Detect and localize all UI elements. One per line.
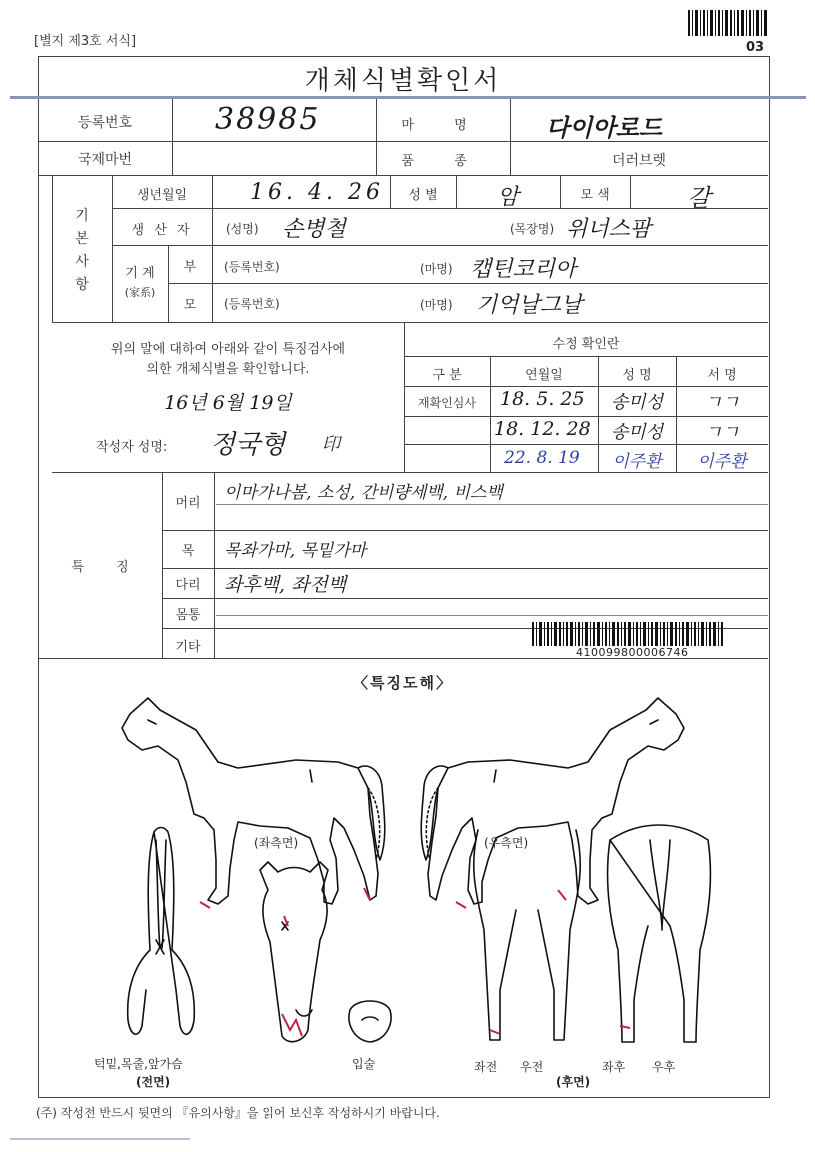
- dam-name-value: 기억날그날: [476, 293, 583, 318]
- horse-diagram: [38, 690, 768, 1095]
- feature-head-value: 이마가나봄, 소성, 간비량세백, 비스백: [224, 483, 503, 503]
- birth-label: 생년월일: [136, 188, 188, 203]
- revision-row2-date: 18. 12. 28: [494, 418, 591, 440]
- sire-name-prefix: (마명): [420, 262, 453, 276]
- revision-row3-date: 22. 8. 19: [504, 448, 580, 468]
- front-left-label: 좌전: [474, 1060, 498, 1074]
- breeder-name-value: 손병철: [282, 217, 346, 242]
- revision-header-name: 성 명: [622, 368, 652, 383]
- farm-name-value: 위너스팜: [566, 217, 652, 242]
- confirm-date: 16년 6월 19일: [164, 392, 292, 414]
- sire-reg-prefix: (등록번호): [224, 260, 280, 274]
- footer-accent-line: [10, 1138, 190, 1140]
- lips-view: [349, 1001, 391, 1042]
- birth-value: 16. 4. 26: [250, 180, 384, 205]
- page-number: 03: [746, 40, 765, 55]
- writer-seal: 印: [322, 434, 340, 455]
- front-parts-label: 턱밑,목줄,앞가슴: [94, 1057, 183, 1071]
- front-view-label: (전면): [136, 1075, 171, 1089]
- diagram-title: 〈특징도해〉: [353, 674, 453, 692]
- features-section-label: 특 징: [71, 560, 143, 575]
- writer-label: 작성자 성명:: [96, 440, 168, 455]
- confirm-text-line2: 의한 개체식별을 확인합니다.: [146, 362, 310, 377]
- writer-name: 정국형: [210, 430, 286, 460]
- pedigree-label: 기 계: [125, 266, 155, 281]
- feature-body-label: 몸통: [175, 608, 201, 623]
- right-side-horse: [421, 698, 684, 904]
- revision-row1-sign: ㄱㄱ: [704, 392, 740, 413]
- rear-view: [608, 825, 711, 1042]
- revision-header-sign: 서 명: [707, 368, 737, 383]
- sex-label: 성 별: [408, 188, 438, 203]
- top-barcode: [688, 10, 768, 36]
- color-value: 갈: [687, 184, 711, 212]
- front-legs-view: [474, 830, 580, 1040]
- intl-no-label: 국제마번: [77, 152, 133, 168]
- front-neck-view: [128, 828, 195, 1035]
- horse-name-label: 마 명: [401, 118, 485, 133]
- dam-reg-prefix: (등록번호): [224, 297, 280, 311]
- rear-left-label: 좌후: [602, 1060, 626, 1074]
- feature-neck-label: 목: [181, 544, 195, 559]
- footer-note: (주) 작성전 반드시 뒷면의 『유의사항』을 읽어 보신후 작성하시기 바랍니다.: [36, 1106, 440, 1120]
- front-right-label: 우전: [520, 1060, 544, 1074]
- sex-value: 암: [497, 185, 519, 210]
- feature-legs-label: 다리: [175, 578, 201, 593]
- basic-section-label: 기 본 사 항: [75, 208, 89, 293]
- revision-header-type: 구 분: [432, 368, 462, 383]
- feature-barcode-number: 410099800006746: [576, 646, 689, 659]
- left-side-label: (좌측면): [254, 836, 299, 850]
- form-number-label: [별지 제3호 서식]: [34, 34, 137, 49]
- head-front-view: [260, 862, 328, 1042]
- pedigree-hanja: (家系): [124, 286, 156, 299]
- feature-legs-value: 좌후백, 좌전백: [224, 574, 347, 596]
- rear-right-label: 우후: [652, 1060, 676, 1074]
- feature-neck-value: 목좌가마, 목밑가마: [224, 541, 367, 561]
- revision-title: 수정 확인란: [552, 337, 620, 352]
- sire-label: 부: [183, 260, 197, 275]
- breeder-label: 생 산 자: [131, 223, 193, 238]
- farm-name-prefix: (목장명): [510, 222, 555, 236]
- revision-row3-sign: 이주환: [697, 452, 747, 472]
- breeder-name-prefix: (성명): [226, 222, 259, 236]
- revision-row1-type: 재확인심사: [418, 396, 476, 410]
- revision-row2-sign: ㄱㄱ: [704, 422, 740, 443]
- feature-head-label: 머리: [175, 496, 201, 511]
- reg-no-label: 등록번호: [77, 115, 133, 131]
- sire-name-value: 캡틴코리아: [470, 257, 577, 282]
- horse-name-value: 다이아로드: [546, 113, 662, 142]
- dam-name-prefix: (마명): [420, 298, 453, 312]
- breed-value: 더러브렛: [611, 153, 667, 169]
- revision-row2-name: 송미성: [610, 422, 664, 443]
- revision-header-date: 연월일: [525, 368, 563, 383]
- feature-barcode: [532, 622, 726, 646]
- rear-view-label: (후면): [556, 1075, 591, 1089]
- confirm-text-line1: 위의 말에 대하여 아래와 같이 특징검사에: [110, 342, 346, 357]
- color-label: 모 색: [580, 188, 610, 203]
- lips-label: 입술: [352, 1057, 376, 1071]
- feature-etc-label: 기타: [175, 640, 201, 655]
- revision-row1-date: 18. 5. 25: [500, 388, 585, 410]
- right-side-label: (우측면): [484, 836, 529, 850]
- dam-label: 모: [183, 298, 197, 313]
- breed-label: 품 종: [401, 154, 485, 169]
- left-side-horse: [122, 698, 385, 904]
- revision-row3-name: 이주환: [612, 452, 662, 472]
- reg-no-value: 38985: [215, 102, 321, 137]
- document-title: 개체식별확인서: [304, 66, 502, 96]
- revision-row1-name: 송미성: [610, 392, 664, 413]
